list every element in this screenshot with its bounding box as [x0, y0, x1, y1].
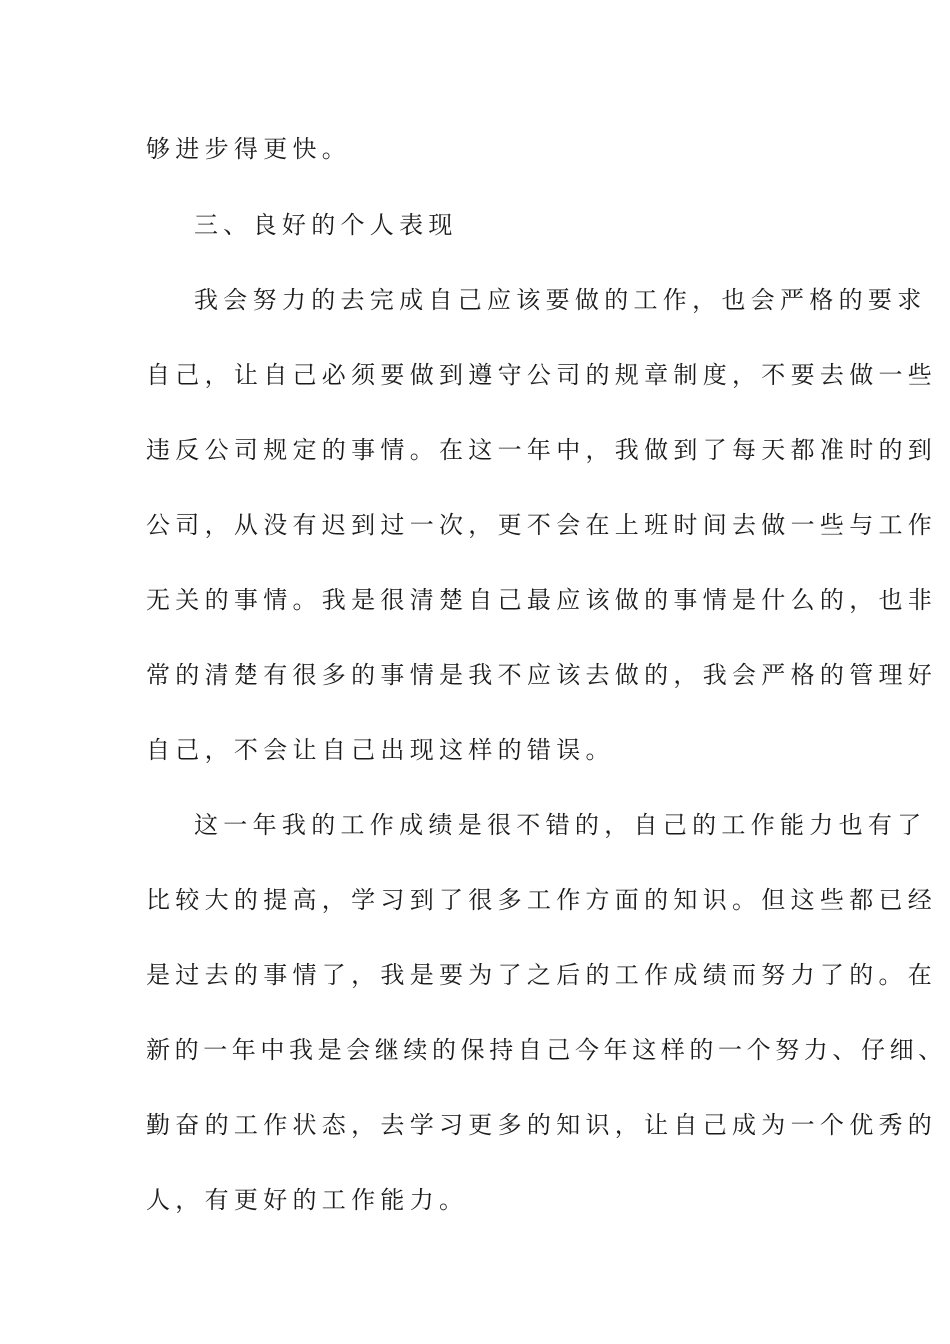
text-line: 常的清楚有很多的事情是我不应该去做的，我会严格的管理好 — [146, 661, 938, 689]
text-line: 新的一年中我是会继续的保持自己今年这样的一个努力、仔细、 — [146, 1036, 947, 1064]
text-line: 无关的事情。我是很清楚自己最应该做的事情是什么的，也非 — [146, 586, 938, 614]
text-line: 自己，不会让自己出现这样的错误。 — [146, 736, 615, 764]
text-line: 勤奋的工作状态，去学习更多的知识，让自己成为一个优秀的 — [146, 1111, 938, 1139]
text-line: 公司，从没有迟到过一次，更不会在上班时间去做一些与工作 — [146, 511, 938, 539]
text-line: 比较大的提高，学习到了很多工作方面的知识。但这些都已经 — [146, 886, 938, 914]
section-heading: 三、良好的个人表现 — [194, 211, 458, 239]
text-line: 违反公司规定的事情。在这一年中，我做到了每天都准时的到 — [146, 436, 938, 464]
text-line: 自己，让自己必须要做到遵守公司的规章制度，不要去做一些 — [146, 361, 938, 389]
text-line: 是过去的事情了，我是要为了之后的工作成绩而努力了的。在 — [146, 961, 938, 989]
text-line: 人，有更好的工作能力。 — [146, 1186, 469, 1214]
text-line: 够进步得更快。 — [146, 135, 352, 163]
text-line: 我会努力的去完成自己应该要做的工作，也会严格的要求 — [194, 286, 927, 314]
text-line: 这一年我的工作成绩是很不错的，自己的工作能力也有了 — [194, 811, 927, 839]
